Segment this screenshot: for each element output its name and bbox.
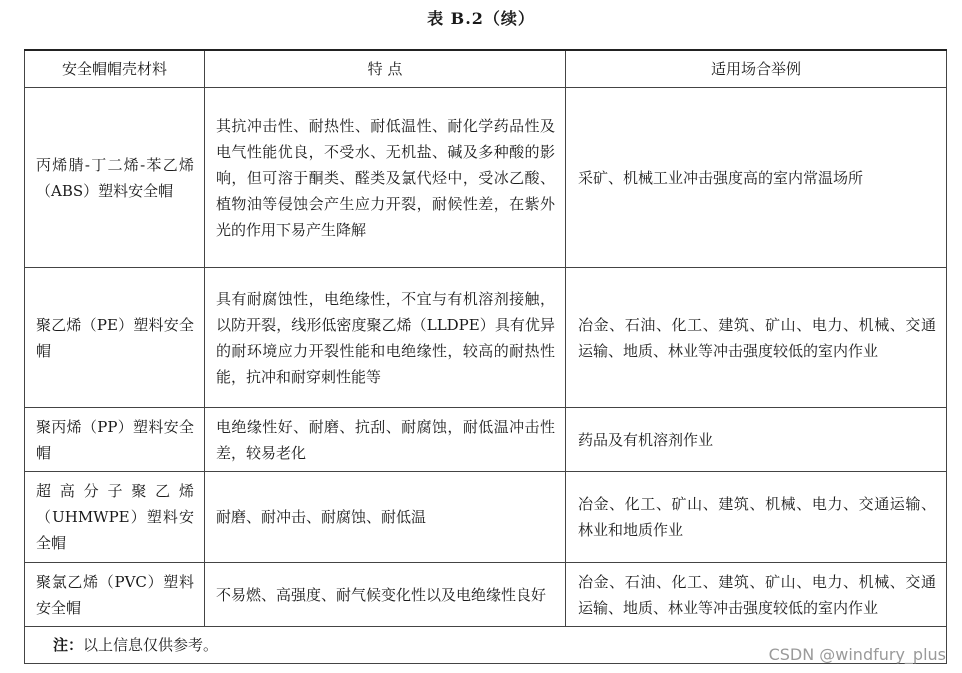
note-label: 注： <box>53 636 84 654</box>
cell-material: 聚乙烯（PE）塑料安全帽 <box>25 268 205 408</box>
header-material: 安全帽帽壳材料 <box>25 50 205 88</box>
table-row <box>25 408 947 472</box>
table-header-row <box>25 50 947 88</box>
note-text: 以上信息仅供参考。 <box>83 636 219 654</box>
cell-usage: 冶金、石油、化工、建筑、矿山、电力、机械、交通运输、地质、林业等冲击强度较低的室内作业 <box>566 563 947 627</box>
table-row <box>25 472 947 563</box>
cell-material: 超高分子聚乙烯（UHMWPE）塑料安全帽 <box>25 472 205 563</box>
material-table <box>24 49 947 664</box>
cell-usage: 采矿、机械工业冲击强度高的室内常温场所 <box>566 88 947 268</box>
cell-features: 电绝缘性好、耐磨、抗刮、耐腐蚀，耐低温冲击性差，较易老化 <box>205 408 566 472</box>
watermark: CSDN @windfury_plus <box>768 645 946 664</box>
cell-features: 具有耐腐蚀性，电绝缘性，不宜与有机溶剂接触，以防开裂，线形低密度聚乙烯（LLDPE）具有优异的耐环境应力开裂性能和电绝缘性，较高的耐热性能，抗冲和耐穿刺性能等 <box>205 268 566 408</box>
cell-material: 聚氯乙烯（PVC）塑料安全帽 <box>25 563 205 627</box>
cell-material: 聚丙烯（PP）塑料安全帽 <box>25 408 205 472</box>
cell-features: 不易燃、高强度、耐气候变化性以及电绝缘性良好 <box>205 563 566 627</box>
table-title: 表 B.2（续） <box>427 9 535 28</box>
header-features: 特 点 <box>205 50 566 88</box>
table-row <box>25 88 947 268</box>
header-usage: 适用场合举例 <box>566 50 947 88</box>
cell-features: 其抗冲击性、耐热性、耐低温性、耐化学药品性及电气性能优良，不受水、无机盐、碱及多种酸的影响，但可溶于酮类、醛类及氯代烃中，受冰乙酸、植物油等侵蚀会产生应力开裂，耐候性差，在紫外光的作用下易产生降解 <box>205 88 566 268</box>
cell-material: 丙烯腈-丁二烯-苯乙烯（ABS）塑料安全帽 <box>25 88 205 268</box>
table-row <box>25 268 947 408</box>
cell-features: 耐磨、耐冲击、耐腐蚀、耐低温 <box>205 472 566 563</box>
cell-usage: 药品及有机溶剂作业 <box>566 408 947 472</box>
cell-usage: 冶金、化工、矿山、建筑、机械、电力、交通运输、林业和地质作业 <box>566 472 947 563</box>
table-row <box>25 563 947 627</box>
cell-usage: 冶金、石油、化工、建筑、矿山、电力、机械、交通运输、地质、林业等冲击强度较低的室内作业 <box>566 268 947 408</box>
